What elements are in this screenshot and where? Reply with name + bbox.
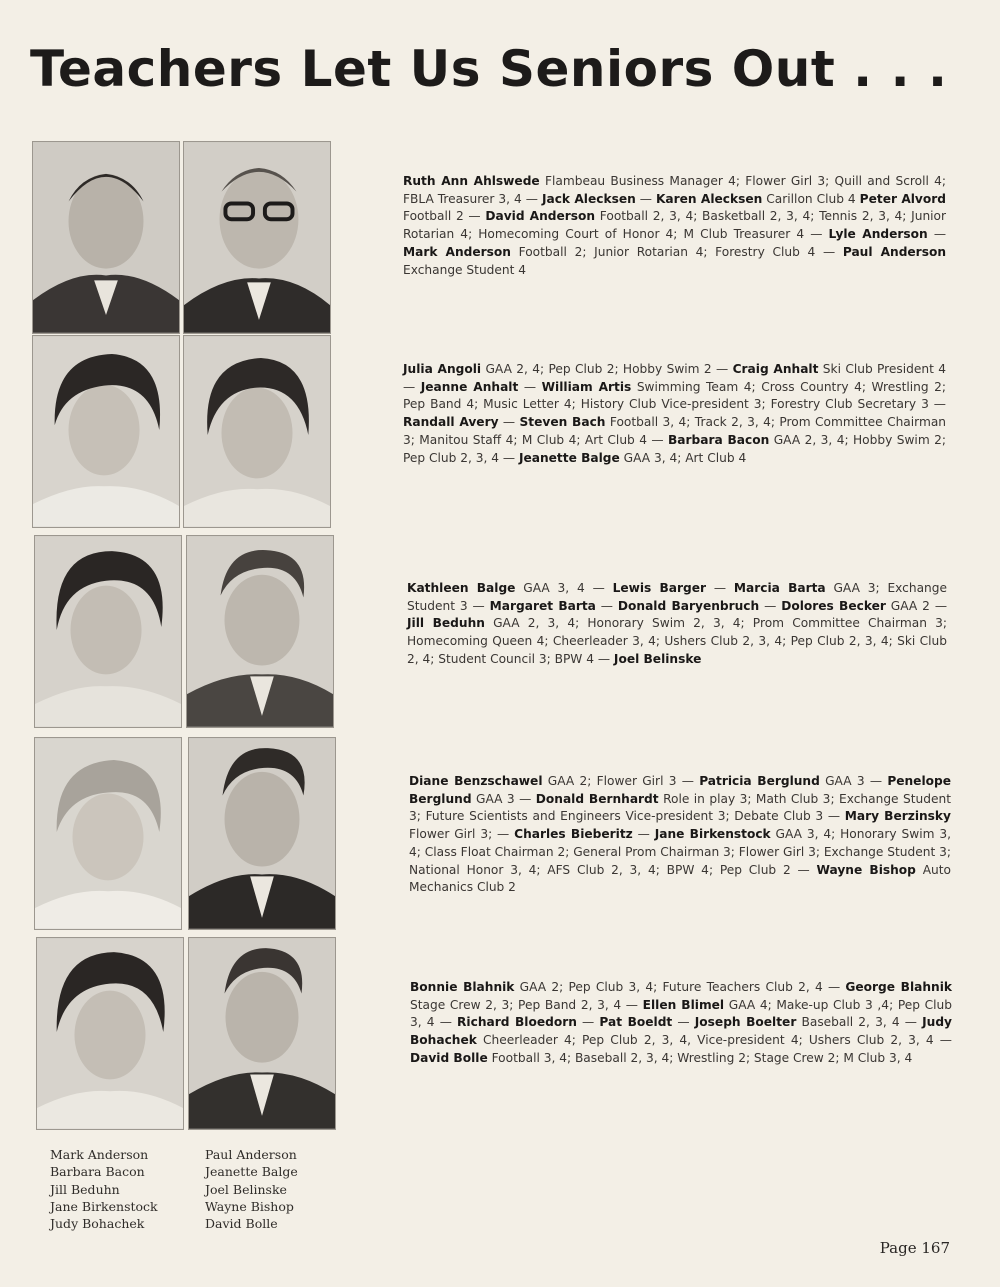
portrait-photo: [183, 141, 331, 334]
senior-activities: Football 3, 4; Baseball 2, 3, 4; Wrestling 2; Stage Crew 2; M Club 3, 4: [487, 1050, 913, 1065]
senior-paragraph: [403, 361, 946, 467]
caption-name: Jeanette Balge: [205, 1164, 298, 1180]
senior-name: Ellen Blimel: [642, 997, 725, 1012]
senior-activities: —: [927, 227, 947, 242]
senior-name: Jeanette Balge: [518, 450, 620, 465]
senior-name: David Anderson: [485, 209, 596, 224]
caption-column-left: [50, 1146, 158, 1232]
caption-name: Joel Belinske: [205, 1181, 287, 1197]
page-title: Teachers Let Us Seniors Out . . .: [30, 40, 948, 98]
portrait-photo: [32, 141, 180, 334]
senior-name: Margaret Barta: [489, 598, 596, 613]
senior-name: Patricia Berglund: [699, 774, 820, 788]
senior-activities: Football 2; Junior Rotarian 4; Forestry Club 4 —: [510, 244, 843, 259]
senior-activities: GAA 2; Pep Club 3, 4; Future Teachers Club 2, 4 —: [514, 980, 846, 994]
senior-name: Wayne Bishop: [816, 862, 916, 877]
senior-activities: —: [498, 415, 520, 430]
senior-name: Mary Berzinsky: [844, 809, 951, 824]
senior-name: Kathleen Balge: [407, 581, 516, 595]
senior-name: Donald Bernhardt: [535, 791, 659, 806]
portrait-photo: [36, 937, 184, 1130]
senior-name: Joel Belinske: [613, 651, 702, 666]
caption-name: Mark Anderson: [50, 1147, 149, 1162]
senior-name: Paul Anderson: [842, 244, 946, 259]
caption-name: Wayne Bishop: [205, 1198, 294, 1214]
senior-name: Karen Alecksen: [655, 191, 763, 206]
senior-name: Craig Anhalt: [732, 362, 819, 376]
senior-paragraph: [407, 580, 947, 669]
senior-name: Jill Beduhn: [407, 616, 485, 631]
page-number: Page 167: [879, 1239, 950, 1257]
senior-activities: GAA 3, 4 —: [515, 581, 613, 595]
senior-name: Charles Bieberitz: [514, 827, 633, 842]
portrait-photo: [188, 937, 336, 1130]
caption-name: Judy Bohachek: [50, 1216, 145, 1232]
portrait-photo: [34, 535, 182, 728]
senior-activities: Football 2, 3, 4; Basketball 2, 3, 4; Tennis 2, 3, 4; Junior Rotarian 4; Homecoming Court of Honor 4; M Club Treasurer 4 —: [403, 209, 947, 242]
senior-activities: —: [518, 379, 542, 394]
senior-name: David Bolle: [410, 1050, 488, 1065]
senior-name: Mark Anderson: [403, 244, 511, 259]
senior-activities: —: [635, 191, 656, 206]
senior-activities: Flower Girl 3; —: [409, 827, 515, 842]
senior-name: Richard Bloedorn: [457, 1015, 577, 1030]
senior-activities: GAA 3, 4; Honorary Swim 3, 4; Class Float Chairman 2; General Prom Chairman 3; Flower Girl 3; Exchange Student 3; National Honor 3, 4; AFS Club 2, 3, 4; BPW 4; Pep Club 2 —: [409, 827, 951, 877]
senior-activities: GAA 3 —: [471, 791, 536, 806]
senior-activities: GAA 3; Exchange Student 3 —: [407, 581, 947, 613]
senior-name: Lyle Anderson: [828, 227, 928, 242]
senior-name: Joseph Boelter: [694, 1015, 797, 1030]
senior-activities: GAA 4; Make-up Club 3 ,4; Pep Club 3, 4 —: [410, 997, 952, 1030]
senior-activities: Exchange Student 4: [403, 262, 527, 277]
senior-name: Peter Alvord: [859, 191, 946, 206]
senior-activities: Football 2 —: [403, 209, 486, 224]
portrait-photo: [183, 335, 331, 528]
senior-name: Diane Benzschawel: [409, 774, 543, 788]
senior-activities: —: [706, 581, 734, 595]
senior-name: Marcia Barta: [733, 581, 826, 595]
senior-activities: GAA 3, 4; Art Club 4: [619, 450, 747, 465]
senior-activities: Ski Club President 4 —: [403, 362, 947, 394]
senior-activities: GAA 2; Flower Girl 3 —: [542, 774, 700, 788]
senior-name: Jeanne Anhalt: [420, 379, 519, 394]
caption-name: Paul Anderson: [205, 1147, 297, 1162]
senior-name: Barbara Bacon: [668, 432, 770, 447]
senior-name: Dolores Becker: [781, 598, 886, 613]
portrait-photo: [32, 335, 180, 528]
senior-activities: Flambeau Business Manager 4; Flower Girl 3; Quill and Scroll 4; FBLA Treasurer 3, 4 —: [403, 174, 946, 206]
senior-activities: GAA 2, 3, 4; Hobby Swim 2; Pep Club 2, 3, 4 —: [403, 432, 946, 465]
senior-activities: Baseball 2, 3, 4 —: [796, 1015, 923, 1030]
senior-name: Ruth Ann Ahlswede: [403, 174, 540, 188]
senior-activities: —: [759, 598, 782, 613]
senior-name: Jane Birkenstock: [654, 827, 771, 842]
senior-activities: Role in play 3; Math Club 3; Exchange Student 3; Future Scientists and Engineers Vice-president 3; Debate Club 3 —: [409, 791, 951, 824]
senior-name: Judy Bohachek: [410, 1015, 953, 1048]
senior-name: Julia Angoli: [403, 362, 482, 376]
senior-activities: Auto Mechanics Club 2: [409, 862, 952, 895]
senior-name: Randall Avery: [403, 415, 499, 430]
senior-paragraph: [410, 979, 952, 1068]
senior-activities: Cheerleader 4; Pep Club 2, 3, 4, Vice-president 4; Ushers Club 2, 3, 4 —: [476, 1033, 952, 1048]
senior-activities: Swimming Team 4; Cross Country 4; Wrestling 2; Pep Band 4; Music Letter 4; History Club Vice-president 3; Forestry Club Secretary 3 —: [403, 379, 947, 412]
caption-name: Jill Beduhn: [50, 1181, 120, 1197]
senior-activities: Stage Crew 2, 3; Pep Band 2, 3, 4 —: [410, 997, 643, 1012]
portrait-photo: [34, 737, 182, 930]
senior-name: Jack Alecksen: [541, 191, 636, 206]
senior-activities: GAA 3 —: [819, 774, 888, 788]
senior-activities: —: [576, 1015, 600, 1030]
caption-column-right: [205, 1146, 298, 1232]
senior-name: Steven Bach: [519, 415, 606, 430]
senior-activities: Carillon Club 4: [762, 191, 860, 206]
senior-activities: GAA 2, 3, 4; Honorary Swim 2, 3, 4; Prom Committee Chairman 3; Homecoming Queen 4; Cheerleader 3, 4; Ushers Club 2, 3, 4; Pep Club 2, 3, 4; Ski Club 2, 4; Student Council 3; BPW 4 —: [407, 616, 947, 666]
senior-activities: Football 3, 4; Track 2, 3, 4; Prom Committee Chairman 3; Manitou Staff 4; M Club 4; Art Club 4 —: [403, 415, 947, 447]
senior-name: Lewis Barger: [612, 581, 707, 595]
senior-name: George Blahnik: [845, 980, 952, 994]
senior-activities: —: [672, 1015, 695, 1030]
senior-name: Bonnie Blahnik: [410, 980, 515, 994]
caption-name: Barbara Bacon: [50, 1164, 145, 1180]
senior-activities: GAA 2 —: [885, 598, 948, 613]
senior-paragraph: [403, 173, 946, 279]
caption-name: David Bolle: [205, 1216, 278, 1232]
portrait-photo: [188, 737, 336, 930]
portrait-photo: [186, 535, 334, 728]
senior-activities: —: [632, 827, 655, 842]
senior-paragraph: [409, 773, 951, 897]
senior-name: William Artis: [541, 379, 632, 394]
caption-name: Jane Birkenstock: [50, 1198, 158, 1214]
senior-activities: GAA 2, 4; Pep Club 2; Hobby Swim 2 —: [481, 362, 733, 376]
senior-name: Penelope Berglund: [409, 774, 951, 806]
senior-name: Pat Boeldt: [599, 1015, 673, 1030]
senior-activities: —: [595, 598, 618, 613]
senior-name: Donald Baryenbruch: [617, 598, 760, 613]
